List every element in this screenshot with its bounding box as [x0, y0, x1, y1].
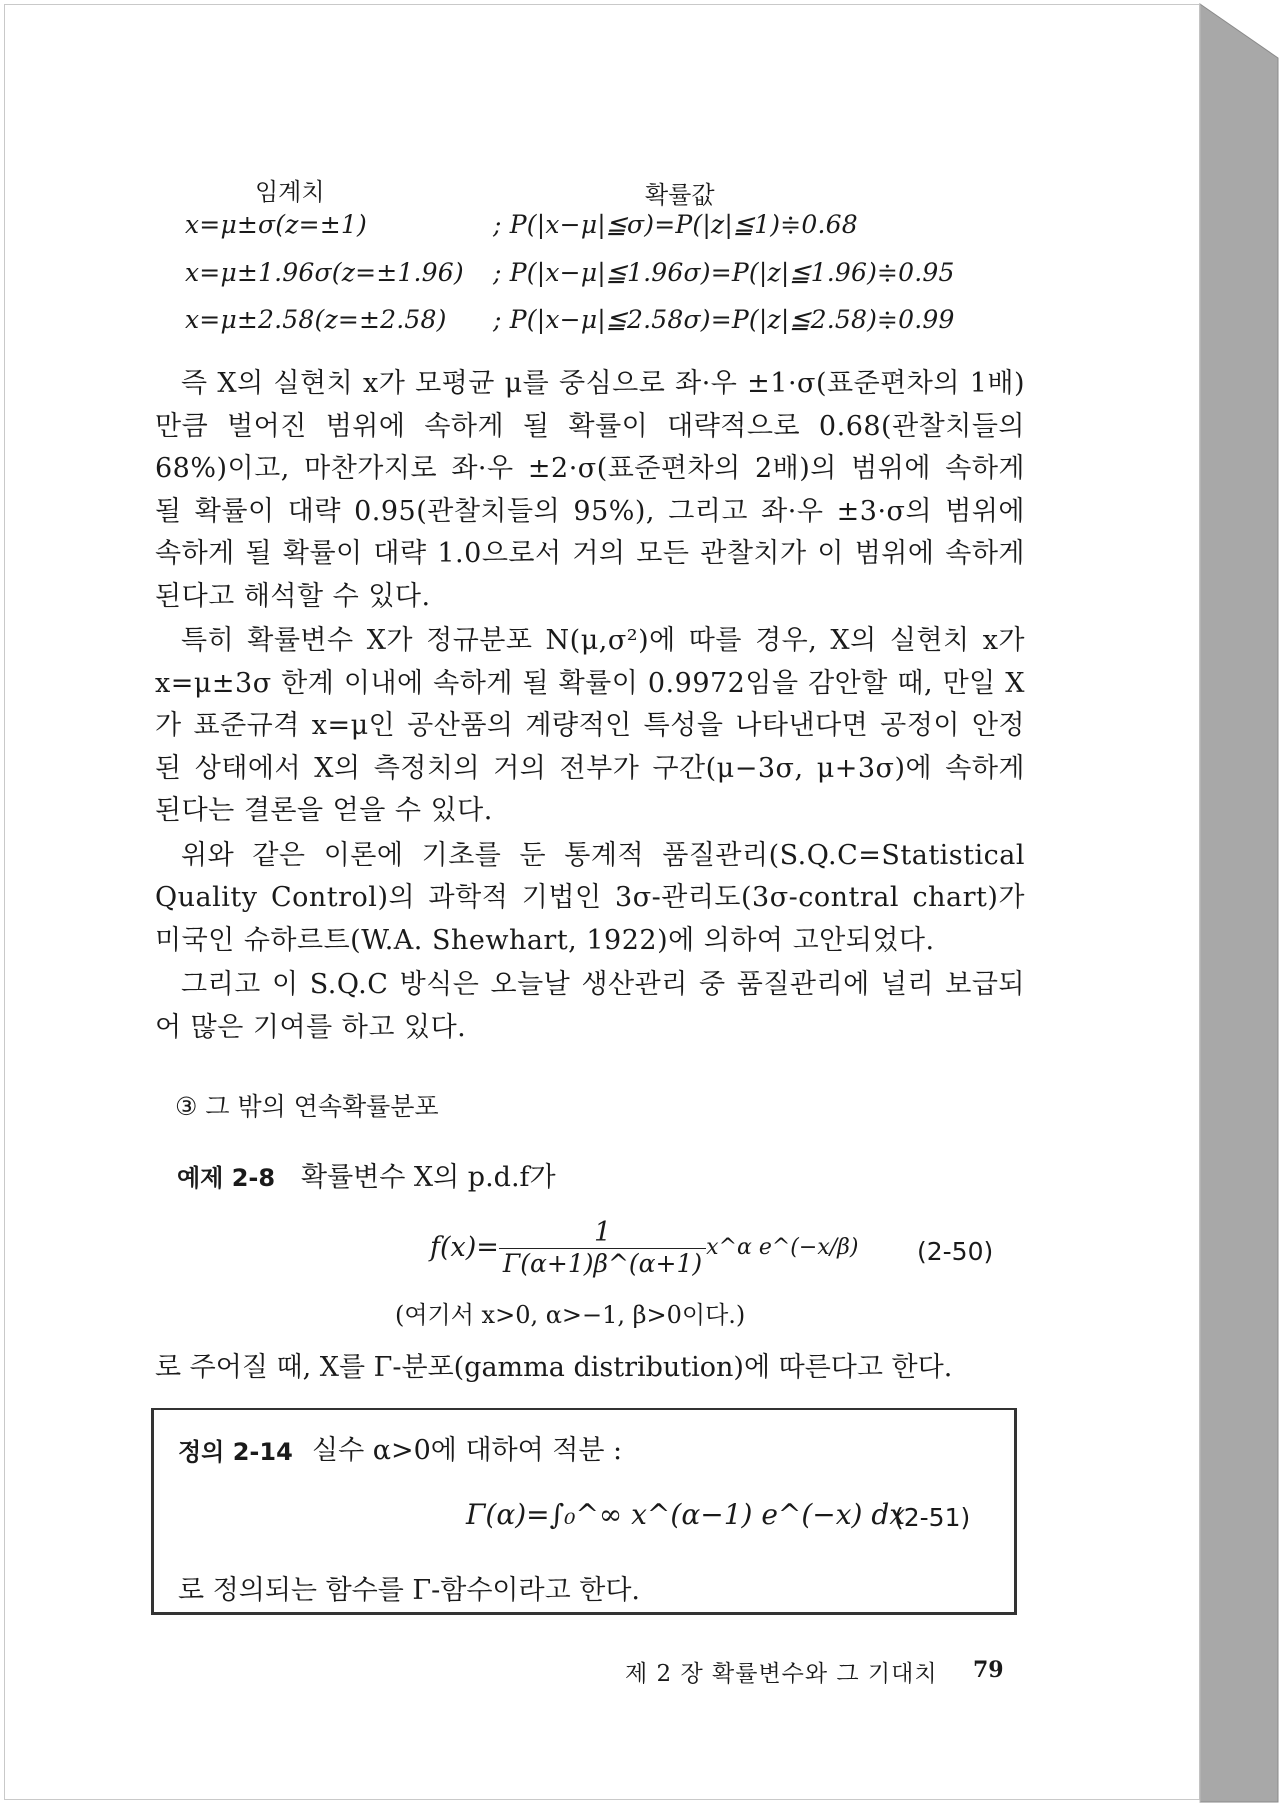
probability-header: 확률값	[645, 181, 715, 209]
formula-tail: x^α e^(−x/β)	[706, 1235, 859, 1260]
paragraph-4: 그리고 이 S.Q.C 방식은 오늘날 생산관리 중 품질관리에 널리 보급되어 많은 기여를 하고 있다.	[155, 969, 1025, 1043]
threshold-row-3: x=μ±2.58(z=±2.58)	[185, 305, 447, 334]
threshold-row-2: x=μ±1.96σ(z=±1.96)	[185, 258, 464, 287]
paragraph-1: 즉 X의 실현치 x가 모평균 μ를 중심으로 좌·우 ±1·σ(표준편차의 1배)만큼 벌어진 범위에 속하게 될 확률이 대략적으로 0.68(관찰치들의 68%)이고, 마찬가지로 좌·우 ±2·σ(표준편차의 2배)의 범위에 속하게 될 확률이 대략 0.95(관찰치들의 95%), 그리고 좌·우 ±3·σ의 범위에 속하게 될 확률이 대략 1.0으로서 거의 모든 관찰치가 이 범위에 속하게 된다고 해석할 수 있다.	[155, 368, 1025, 612]
formula-fraction	[499, 1217, 706, 1278]
example-label: 예제 2-8	[177, 1164, 276, 1192]
fraction-numerator: 1	[499, 1217, 706, 1249]
example-condition: (여기서 x>0, α>−1, β>0이다.)	[395, 1301, 746, 1329]
probability-row-1: ; P(|x−μ|≦σ)=P(|z|≦1)≑0.68	[493, 210, 858, 239]
equation-number-2-50: (2-50)	[917, 1237, 994, 1266]
threshold-header: 임계치	[255, 178, 325, 206]
equation-number-2-51: (2-51)	[894, 1503, 971, 1532]
section-heading: ③ 그 밖의 연속확률분포	[175, 1092, 439, 1121]
probability-row-3: ; P(|x−μ|≦2.58σ)=P(|z|≦2.58)≑0.99	[493, 305, 955, 334]
chapter-footer: 제 2 장 확률변수와 그 기대치	[625, 1661, 938, 1687]
threshold-row-1: x=μ±σ(z=±1)	[185, 210, 367, 239]
body-text	[155, 363, 1025, 1049]
gamma-pdf-formula	[430, 1217, 858, 1278]
formula-lhs: f(x)=	[430, 1232, 499, 1263]
book-page	[4, 4, 1200, 1800]
gamma-conclusion: 로 주어질 때, X를 Γ-분포(gamma distribution)에 따른다고 한다.	[155, 1352, 953, 1383]
example-text: 확률변수 X의 p.d.f가	[301, 1162, 556, 1193]
definition-closing: 로 정의되는 함수를 Γ-함수이라고 한다.	[178, 1575, 640, 1606]
paragraph-3: 위와 같은 이론에 기초를 둔 통계적 품질관리(S.Q.C=Statistical Quality Control)의 과학적 기법인 3σ-관리도(3σ-contral chart)가 미국인 슈하르트(W.A. Shewhart, 1922)에 의하여 고안되었다.	[155, 839, 1025, 956]
paragraph-2: 특히 확률변수 X가 정규분포 N(μ,σ²)에 따를 경우, X의 실현치 x가 x=μ±3σ 한계 이내에 속하게 될 확률이 0.9972임을 감안할 때, 만일 X가 표준규격 x=μ인 공산품의 계량적인 특성을 나타낸다면 공정이 안정된 상태에서 X의 측정치의 거의 전부가 구간(μ−3σ, μ+3σ)에 속하게 된다는 결론을 얻을 수 있다.	[155, 625, 1025, 826]
definition-text: 실수 α>0에 대하여 적분 :	[312, 1435, 623, 1466]
page-number: 79	[973, 1657, 1004, 1683]
fraction-denominator: Γ(α+1)β^(α+1)	[502, 1249, 703, 1278]
definition-box	[151, 1408, 1017, 1615]
definition-label: 정의 2-14	[178, 1438, 293, 1466]
gamma-function-formula: Γ(α)=∫₀^∞ x^(α−1) e^(−x) dx	[466, 1498, 906, 1531]
probability-row-2: ; P(|x−μ|≦1.96σ)=P(|z|≦1.96)≑0.95	[493, 258, 955, 287]
